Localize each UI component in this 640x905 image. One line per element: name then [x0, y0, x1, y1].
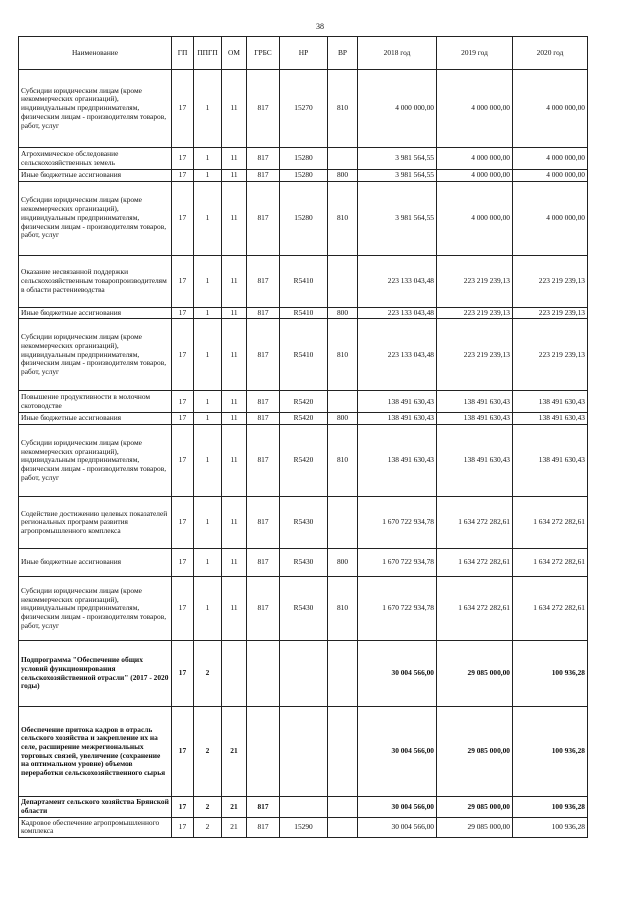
cell-name: Агрохимическое обследование сельскохозяйственных земель [19, 148, 172, 170]
cell-grbs: 817 [247, 425, 280, 497]
cell-nr: R5430 [280, 549, 328, 577]
cell-gp: 17 [172, 181, 194, 255]
cell-2018: 30 004 566,00 [358, 797, 437, 817]
cell-grbs: 817 [247, 549, 280, 577]
header-2018: 2018 год [358, 37, 437, 70]
cell-2020: 100 936,28 [513, 707, 588, 797]
cell-grbs: 817 [247, 577, 280, 641]
cell-2018: 4 000 000,00 [358, 70, 437, 148]
cell-2019: 4 000 000,00 [437, 148, 513, 170]
cell-om: 21 [222, 817, 247, 837]
cell-nr [280, 797, 328, 817]
cell-nr: R5430 [280, 577, 328, 641]
cell-2019: 4 000 000,00 [437, 170, 513, 182]
cell-nr: R5410 [280, 307, 328, 319]
cell-ppgp: 1 [194, 307, 222, 319]
cell-grbs: 817 [247, 391, 280, 413]
cell-name: Субсидии юридическим лицам (кроме некоммерческих организаций), индивидуальным предпринимателям, физическим лицам - производителям товаров, работ, услуг [19, 577, 172, 641]
cell-2019: 138 491 630,43 [437, 391, 513, 413]
cell-ppgp: 1 [194, 497, 222, 549]
cell-grbs: 817 [247, 181, 280, 255]
cell-2018: 223 133 043,48 [358, 255, 437, 307]
page-number: 38 [316, 22, 324, 31]
cell-nr: R5420 [280, 391, 328, 413]
cell-gp: 17 [172, 70, 194, 148]
header-gp: ГП [172, 37, 194, 70]
cell-2019: 29 085 000,00 [437, 817, 513, 837]
cell-ppgp: 1 [194, 255, 222, 307]
table-row [19, 577, 588, 641]
cell-gp: 17 [172, 413, 194, 425]
cell-ppgp: 1 [194, 319, 222, 391]
cell-gp: 17 [172, 255, 194, 307]
cell-om: 11 [222, 70, 247, 148]
cell-name: Иные бюджетные ассигнования [19, 170, 172, 182]
cell-2018: 3 981 564,55 [358, 170, 437, 182]
cell-om: 11 [222, 497, 247, 549]
cell-ppgp: 1 [194, 425, 222, 497]
cell-ppgp: 1 [194, 148, 222, 170]
table-row [19, 70, 588, 148]
table-row [19, 255, 588, 307]
cell-nr: R5410 [280, 319, 328, 391]
cell-nr: R5420 [280, 425, 328, 497]
cell-2019: 223 219 239,13 [437, 307, 513, 319]
cell-nr: 15280 [280, 148, 328, 170]
cell-ppgp: 1 [194, 577, 222, 641]
cell-name: Повышение продуктивности в молочном скотоводстве [19, 391, 172, 413]
cell-grbs: 817 [247, 148, 280, 170]
cell-grbs: 817 [247, 319, 280, 391]
cell-grbs: 817 [247, 255, 280, 307]
cell-name: Оказание несвязанной поддержки сельскохозяйственным товаропроизводителям в области растениеводства [19, 255, 172, 307]
cell-2018: 30 004 566,00 [358, 641, 437, 707]
cell-gp: 17 [172, 497, 194, 549]
cell-ppgp: 1 [194, 413, 222, 425]
cell-2020: 4 000 000,00 [513, 148, 588, 170]
cell-2020: 138 491 630,43 [513, 391, 588, 413]
table-body [19, 70, 588, 838]
cell-ppgp: 2 [194, 817, 222, 837]
cell-2018: 138 491 630,43 [358, 425, 437, 497]
cell-ppgp: 2 [194, 797, 222, 817]
cell-2020: 100 936,28 [513, 817, 588, 837]
cell-2019: 1 634 272 282,61 [437, 549, 513, 577]
cell-nr: R5410 [280, 255, 328, 307]
cell-2020: 4 000 000,00 [513, 181, 588, 255]
table-row [19, 641, 588, 707]
cell-name: Обеспечение притока кадров в отрасль сельского хозяйства и закрепление их на селе, расширение межрегиональных торговых связей, увеличение (сохранение на оптимальном уровне) объемов переработки сельскохозяйственного сырья [19, 707, 172, 797]
table-row [19, 181, 588, 255]
cell-om: 11 [222, 307, 247, 319]
cell-name: Кадровое обеспечение агропромышленного комплекса [19, 817, 172, 837]
header-ppgp: ППГП [194, 37, 222, 70]
cell-om [222, 641, 247, 707]
cell-nr: 15280 [280, 170, 328, 182]
cell-gp: 17 [172, 707, 194, 797]
header-row [19, 37, 588, 70]
header-vr: ВР [328, 37, 358, 70]
table-row [19, 413, 588, 425]
cell-vr: 800 [328, 549, 358, 577]
table-row [19, 817, 588, 837]
cell-nr: 15270 [280, 70, 328, 148]
cell-name: Субсидии юридическим лицам (кроме некоммерческих организаций), индивидуальным предпринимателям, физическим лицам - производителям товаров, работ, услуг [19, 425, 172, 497]
table-row [19, 707, 588, 797]
cell-ppgp: 1 [194, 170, 222, 182]
cell-ppgp: 2 [194, 641, 222, 707]
cell-2018: 3 981 564,55 [358, 181, 437, 255]
cell-vr: 810 [328, 70, 358, 148]
cell-2018: 138 491 630,43 [358, 391, 437, 413]
cell-grbs: 817 [247, 817, 280, 837]
cell-2018: 1 670 722 934,78 [358, 577, 437, 641]
cell-vr [328, 148, 358, 170]
cell-gp: 17 [172, 391, 194, 413]
cell-vr: 800 [328, 307, 358, 319]
cell-2020: 138 491 630,43 [513, 425, 588, 497]
cell-grbs: 817 [247, 70, 280, 148]
cell-om: 11 [222, 391, 247, 413]
budget-table [18, 36, 588, 838]
header-grbs: ГРБС [247, 37, 280, 70]
cell-2018: 223 133 043,48 [358, 319, 437, 391]
cell-2020: 223 219 239,13 [513, 307, 588, 319]
cell-vr: 810 [328, 577, 358, 641]
cell-2019: 4 000 000,00 [437, 70, 513, 148]
table-row [19, 170, 588, 182]
cell-ppgp: 1 [194, 391, 222, 413]
cell-gp: 17 [172, 319, 194, 391]
cell-2019: 1 634 272 282,61 [437, 497, 513, 549]
cell-name: Подпрограмма "Обеспечение общих условий функционирования сельскохозяйственной отрасли" (2017 - 2020 годы) [19, 641, 172, 707]
cell-name: Департамент сельского хозяйства Брянской области [19, 797, 172, 817]
cell-nr: R5420 [280, 413, 328, 425]
cell-2020: 1 634 272 282,61 [513, 497, 588, 549]
cell-om: 11 [222, 181, 247, 255]
cell-2018: 30 004 566,00 [358, 817, 437, 837]
cell-2019: 1 634 272 282,61 [437, 577, 513, 641]
cell-om: 21 [222, 707, 247, 797]
cell-name: Субсидии юридическим лицам (кроме некоммерческих организаций), индивидуальным предпринимателям, физическим лицам - производителям товаров, работ, услуг [19, 319, 172, 391]
cell-2019: 4 000 000,00 [437, 181, 513, 255]
cell-2020: 4 000 000,00 [513, 70, 588, 148]
cell-2020: 100 936,28 [513, 641, 588, 707]
cell-nr: 15280 [280, 181, 328, 255]
cell-2019: 138 491 630,43 [437, 425, 513, 497]
cell-gp: 17 [172, 148, 194, 170]
cell-2020: 223 219 239,13 [513, 255, 588, 307]
cell-nr: R5430 [280, 497, 328, 549]
cell-om: 11 [222, 255, 247, 307]
cell-gp: 17 [172, 641, 194, 707]
table-row [19, 497, 588, 549]
cell-om: 21 [222, 797, 247, 817]
cell-name: Субсидии юридическим лицам (кроме некоммерческих организаций), индивидуальным предпринимателям, физическим лицам - производителям товаров, работ, услуг [19, 181, 172, 255]
cell-2019: 223 219 239,13 [437, 255, 513, 307]
cell-om: 11 [222, 549, 247, 577]
cell-2020: 1 634 272 282,61 [513, 549, 588, 577]
cell-2019: 223 219 239,13 [437, 319, 513, 391]
cell-vr: 810 [328, 425, 358, 497]
cell-gp: 17 [172, 817, 194, 837]
cell-ppgp: 1 [194, 70, 222, 148]
cell-name: Содействие достижению целевых показателей региональных программ развития агропромышленного комплекса [19, 497, 172, 549]
cell-ppgp: 2 [194, 707, 222, 797]
cell-vr: 810 [328, 319, 358, 391]
cell-gp: 17 [172, 797, 194, 817]
cell-2019: 29 085 000,00 [437, 707, 513, 797]
header-2020: 2020 год [513, 37, 588, 70]
cell-2020: 4 000 000,00 [513, 170, 588, 182]
header-om: ОМ [222, 37, 247, 70]
cell-2018: 223 133 043,48 [358, 307, 437, 319]
cell-2018: 138 491 630,43 [358, 413, 437, 425]
cell-ppgp: 1 [194, 181, 222, 255]
cell-grbs [247, 641, 280, 707]
cell-ppgp: 1 [194, 549, 222, 577]
cell-om: 11 [222, 413, 247, 425]
cell-om: 11 [222, 148, 247, 170]
cell-2020: 100 936,28 [513, 797, 588, 817]
cell-vr: 800 [328, 170, 358, 182]
cell-name: Иные бюджетные ассигнования [19, 549, 172, 577]
cell-name: Субсидии юридическим лицам (кроме некоммерческих организаций), индивидуальным предпринимателям, физическим лицам - производителям товаров, работ, услуг [19, 70, 172, 148]
cell-vr [328, 817, 358, 837]
table-row [19, 797, 588, 817]
cell-2019: 138 491 630,43 [437, 413, 513, 425]
cell-2018: 1 670 722 934,78 [358, 549, 437, 577]
cell-gp: 17 [172, 549, 194, 577]
cell-vr [328, 707, 358, 797]
cell-gp: 17 [172, 577, 194, 641]
cell-grbs [247, 707, 280, 797]
header-nr: НР [280, 37, 328, 70]
header-2019: 2019 год [437, 37, 513, 70]
cell-2018: 1 670 722 934,78 [358, 497, 437, 549]
cell-om: 11 [222, 425, 247, 497]
cell-gp: 17 [172, 170, 194, 182]
cell-vr [328, 641, 358, 707]
cell-grbs: 817 [247, 797, 280, 817]
cell-grbs: 817 [247, 307, 280, 319]
cell-nr [280, 707, 328, 797]
cell-gp: 17 [172, 425, 194, 497]
cell-om: 11 [222, 577, 247, 641]
table-row [19, 307, 588, 319]
cell-nr: 15290 [280, 817, 328, 837]
cell-2020: 223 219 239,13 [513, 319, 588, 391]
table-row [19, 148, 588, 170]
cell-om: 11 [222, 170, 247, 182]
cell-2019: 29 085 000,00 [437, 797, 513, 817]
cell-2018: 3 981 564,55 [358, 148, 437, 170]
table-row [19, 425, 588, 497]
table-row [19, 319, 588, 391]
cell-name: Иные бюджетные ассигнования [19, 307, 172, 319]
cell-grbs: 817 [247, 170, 280, 182]
table-row [19, 391, 588, 413]
cell-2020: 1 634 272 282,61 [513, 577, 588, 641]
cell-grbs: 817 [247, 497, 280, 549]
cell-nr [280, 641, 328, 707]
cell-om: 11 [222, 319, 247, 391]
cell-2020: 138 491 630,43 [513, 413, 588, 425]
cell-gp: 17 [172, 307, 194, 319]
cell-2019: 29 085 000,00 [437, 641, 513, 707]
cell-vr: 810 [328, 181, 358, 255]
cell-name: Иные бюджетные ассигнования [19, 413, 172, 425]
header-name: Наименование [19, 37, 172, 70]
table-row [19, 549, 588, 577]
cell-2018: 30 004 566,00 [358, 707, 437, 797]
cell-vr [328, 797, 358, 817]
cell-vr [328, 391, 358, 413]
cell-grbs: 817 [247, 413, 280, 425]
cell-vr [328, 255, 358, 307]
cell-vr: 800 [328, 413, 358, 425]
cell-vr [328, 497, 358, 549]
